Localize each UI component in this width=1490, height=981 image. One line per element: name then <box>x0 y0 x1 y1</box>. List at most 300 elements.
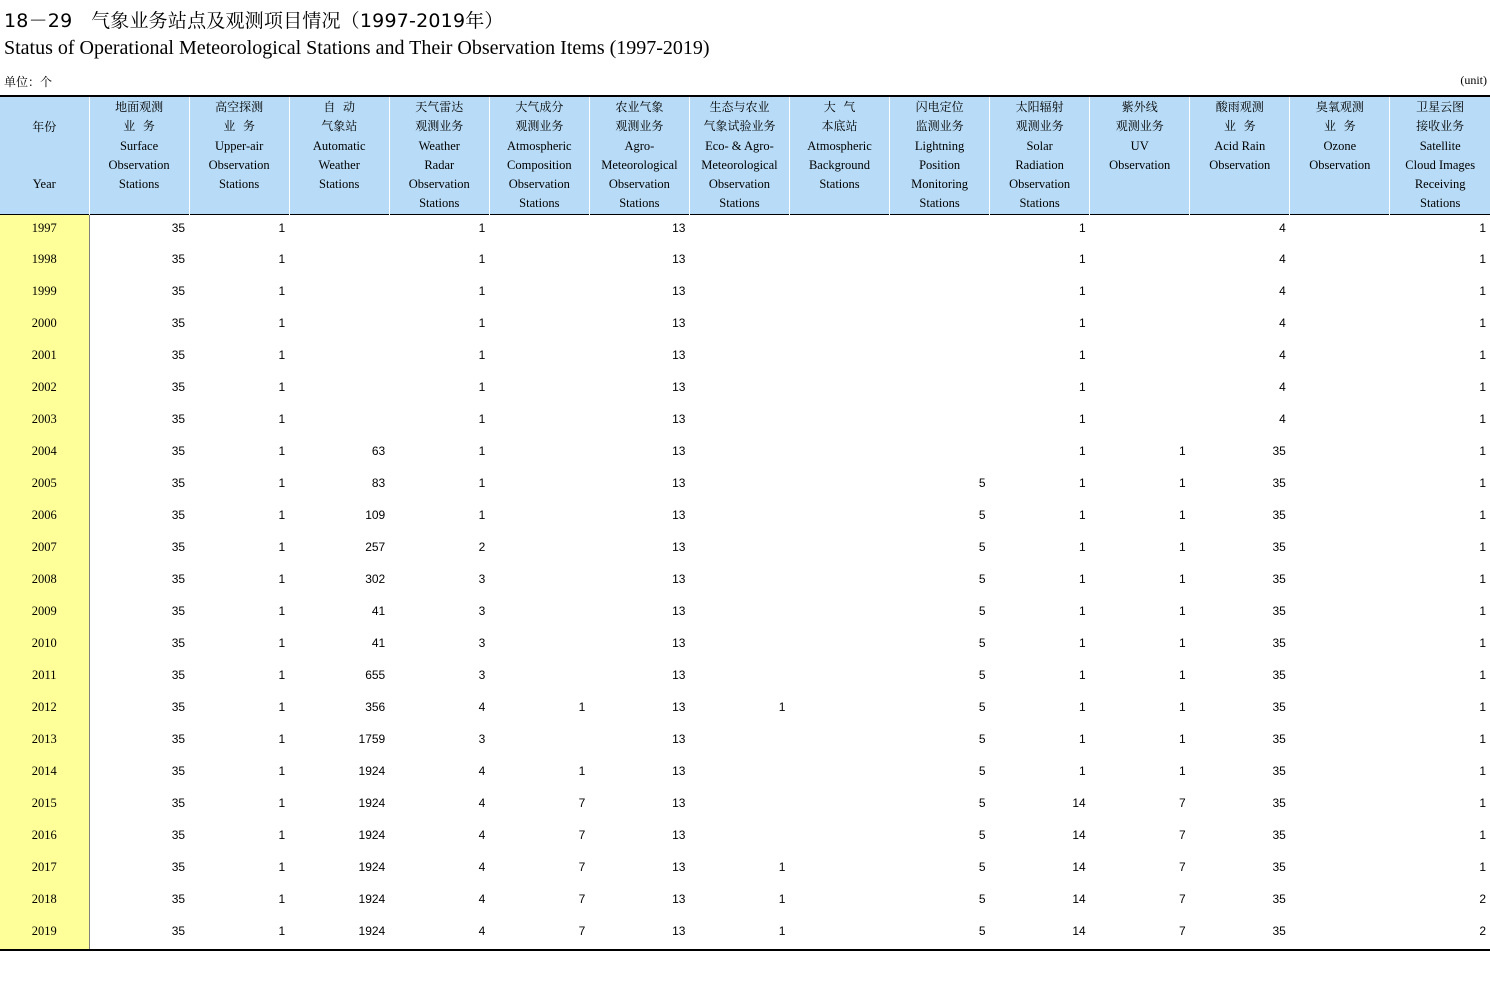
value-cell: 13 <box>672 380 686 395</box>
year-cell: 2008 <box>0 566 89 598</box>
year-cell: 2010 <box>0 630 89 662</box>
year-cell: 2000 <box>0 310 89 342</box>
header-column <box>1190 96 1290 214</box>
value-cell <box>489 630 589 662</box>
value-cell: 41 <box>371 636 386 651</box>
year-cell: 2005 <box>0 470 89 502</box>
value-cell: 1 <box>278 380 286 395</box>
header-column <box>1290 96 1390 214</box>
value-cell: 35 <box>1272 860 1286 875</box>
table-row <box>0 694 1490 726</box>
header-column-cn: 生态与农业 气象试验业务 <box>703 100 776 134</box>
value-cell: 1 <box>1479 252 1486 267</box>
value-cell: 1 <box>278 924 286 939</box>
value-cell: 1 <box>778 860 786 875</box>
value-cell: 1 <box>1479 668 1486 683</box>
year-cell: 2002 <box>0 374 89 406</box>
value-cell: 4 <box>478 796 486 811</box>
value-cell: 5 <box>978 700 986 715</box>
value-cell: 35 <box>171 540 186 555</box>
table-row <box>0 534 1490 566</box>
value-cell: 1 <box>1479 284 1486 299</box>
value-cell: 14 <box>1072 924 1086 939</box>
value-cell: 35 <box>171 380 186 395</box>
value-cell <box>689 726 789 758</box>
value-cell <box>1290 566 1390 598</box>
year-cell: 2016 <box>0 822 89 854</box>
unit-label-en: (unit) <box>1460 73 1487 87</box>
value-cell <box>789 630 889 662</box>
value-cell: 1 <box>1078 412 1086 427</box>
table-row <box>0 598 1490 630</box>
value-cell: 1 <box>1078 444 1086 459</box>
value-cell <box>289 310 389 342</box>
value-cell: 4 <box>478 764 486 779</box>
table-row <box>0 374 1490 406</box>
value-cell <box>1290 758 1390 790</box>
value-cell: 7 <box>1179 828 1186 843</box>
value-cell: 1 <box>1179 700 1186 715</box>
table-header-row <box>0 96 1490 214</box>
value-cell: 1 <box>1179 476 1186 491</box>
value-cell <box>890 278 990 310</box>
value-cell: 1 <box>1479 380 1486 395</box>
value-cell: 3 <box>478 732 486 747</box>
value-cell: 1 <box>278 572 286 587</box>
value-cell <box>1090 406 1190 438</box>
value-cell <box>1290 822 1390 854</box>
value-cell <box>789 758 889 790</box>
value-cell: 1 <box>1078 380 1086 395</box>
value-cell: 5 <box>978 636 986 651</box>
value-cell: 41 <box>371 604 386 619</box>
value-cell: 35 <box>171 924 186 939</box>
value-cell: 1 <box>1479 860 1486 875</box>
table-row <box>0 790 1490 822</box>
value-cell <box>689 566 789 598</box>
value-cell: 1 <box>1078 572 1086 587</box>
value-cell: 14 <box>1072 892 1086 907</box>
value-cell: 4 <box>478 924 486 939</box>
value-cell: 5 <box>978 572 986 587</box>
table-row <box>0 566 1490 598</box>
table-row <box>0 758 1490 790</box>
value-cell: 1924 <box>358 860 386 875</box>
value-cell: 35 <box>1272 796 1286 811</box>
value-cell <box>789 438 889 470</box>
value-cell: 1 <box>1479 828 1486 843</box>
value-cell: 1 <box>478 284 486 299</box>
value-cell: 13 <box>672 540 686 555</box>
year-cell: 2015 <box>0 790 89 822</box>
value-cell <box>789 694 889 726</box>
value-cell: 1 <box>278 796 286 811</box>
value-cell <box>689 406 789 438</box>
value-cell: 2 <box>1479 892 1486 907</box>
header-column-en: Eco- & Agro- Meteorological Observation Stations <box>701 138 778 211</box>
year-cell: 2006 <box>0 502 89 534</box>
value-cell: 4 <box>478 892 486 907</box>
table-row <box>0 278 1490 310</box>
value-cell: 1 <box>1078 348 1086 363</box>
value-cell: 35 <box>171 668 186 683</box>
value-cell <box>1290 662 1390 694</box>
header-column-cn: 农业气象 观测业务 <box>615 100 664 134</box>
value-cell: 1 <box>1179 764 1186 779</box>
value-cell: 5 <box>978 924 986 939</box>
value-cell: 13 <box>672 892 686 907</box>
header-column <box>890 96 990 214</box>
value-cell: 5 <box>978 668 986 683</box>
header-column-en: Satellite Cloud Images Receiving Stations <box>1405 138 1476 211</box>
value-cell: 13 <box>672 828 686 843</box>
value-cell: 4 <box>1279 316 1286 331</box>
header-column-en: Upper-air Observation Stations <box>208 138 270 192</box>
value-cell: 1924 <box>358 764 386 779</box>
header-column-cn: 闪电定位 监测业务 <box>915 100 964 134</box>
value-cell <box>289 374 389 406</box>
value-cell <box>689 374 789 406</box>
value-cell: 13 <box>672 636 686 651</box>
value-cell: 1 <box>478 348 486 363</box>
value-cell: 35 <box>1272 636 1286 651</box>
value-cell: 1 <box>1179 604 1186 619</box>
value-cell: 14 <box>1072 828 1086 843</box>
value-cell <box>289 214 389 246</box>
year-cell: 2018 <box>0 886 89 918</box>
value-cell: 1 <box>1078 764 1086 779</box>
value-cell: 1 <box>1479 700 1486 715</box>
value-cell <box>1290 438 1390 470</box>
value-cell: 1 <box>478 476 486 491</box>
table-body <box>0 214 1490 950</box>
year-cell: 2012 <box>0 694 89 726</box>
value-cell: 4 <box>1279 380 1286 395</box>
value-cell: 35 <box>171 412 186 427</box>
value-cell <box>1090 342 1190 374</box>
year-cell: 2014 <box>0 758 89 790</box>
value-cell <box>1290 342 1390 374</box>
value-cell <box>1090 246 1190 278</box>
header-column-cn: 紫外线 观测业务 <box>1115 100 1164 134</box>
value-cell <box>789 534 889 566</box>
value-cell <box>689 246 789 278</box>
value-cell <box>789 246 889 278</box>
value-cell <box>289 246 389 278</box>
value-cell <box>890 438 990 470</box>
value-cell <box>689 502 789 534</box>
value-cell: 1 <box>1479 572 1486 587</box>
value-cell <box>1290 790 1390 822</box>
value-cell <box>789 726 889 758</box>
value-cell <box>1290 886 1390 918</box>
value-cell: 13 <box>672 252 686 267</box>
value-cell: 5 <box>978 764 986 779</box>
header-column-cn: 高空探测 业 务 <box>215 100 264 134</box>
header-column <box>1390 96 1490 214</box>
header-column-en: Surface Observation Stations <box>108 138 170 192</box>
value-cell <box>489 502 589 534</box>
value-cell <box>489 470 589 502</box>
value-cell: 35 <box>171 284 186 299</box>
year-cell: 2001 <box>0 342 89 374</box>
table-row <box>0 502 1490 534</box>
value-cell <box>1090 310 1190 342</box>
value-cell: 35 <box>1272 540 1286 555</box>
value-cell: 35 <box>1272 700 1286 715</box>
value-cell: 1 <box>1479 604 1486 619</box>
value-cell: 63 <box>371 444 386 459</box>
value-cell: 1759 <box>358 732 386 747</box>
value-cell: 1 <box>1479 540 1486 555</box>
value-cell: 1 <box>278 476 286 491</box>
table-row <box>0 822 1490 854</box>
value-cell: 13 <box>672 476 686 491</box>
value-cell: 1 <box>1479 220 1486 235</box>
value-cell <box>789 374 889 406</box>
header-column <box>289 96 389 214</box>
value-cell: 3 <box>478 636 486 651</box>
header-column <box>1090 96 1190 214</box>
value-cell: 1924 <box>358 892 386 907</box>
value-cell: 1 <box>1179 732 1186 747</box>
value-cell: 13 <box>672 444 686 459</box>
value-cell: 1 <box>1179 636 1186 651</box>
value-cell: 1 <box>278 732 286 747</box>
header-column-cn: 大 气 本底站 <box>821 100 858 134</box>
value-cell: 1 <box>1078 540 1086 555</box>
value-cell: 1 <box>1479 412 1486 427</box>
value-cell <box>489 566 589 598</box>
value-cell: 1 <box>1078 476 1086 491</box>
value-cell: 1 <box>278 540 286 555</box>
header-column-en: Acid Rain Observation <box>1209 138 1271 172</box>
value-cell <box>489 726 589 758</box>
value-cell <box>689 630 789 662</box>
value-cell: 35 <box>1272 892 1286 907</box>
table-row <box>0 438 1490 470</box>
value-cell: 35 <box>1272 732 1286 747</box>
value-cell: 35 <box>171 476 186 491</box>
value-cell <box>489 662 589 694</box>
value-cell: 1 <box>278 636 286 651</box>
header-column-cn: 酸雨观测 业 务 <box>1215 100 1264 134</box>
value-cell: 1 <box>278 444 286 459</box>
unit-label-cn: 单位：个 <box>4 75 53 89</box>
value-cell: 1924 <box>358 924 386 939</box>
table-row <box>0 726 1490 758</box>
value-cell <box>890 342 990 374</box>
value-cell: 1 <box>1078 604 1086 619</box>
value-cell <box>1090 214 1190 246</box>
value-cell: 1 <box>1179 444 1186 459</box>
year-cell: 2013 <box>0 726 89 758</box>
value-cell <box>689 822 789 854</box>
header-column-cn: 卫星云图 接收业务 <box>1416 100 1465 134</box>
value-cell: 1 <box>278 700 286 715</box>
value-cell: 1 <box>278 412 286 427</box>
value-cell: 1 <box>1479 316 1486 331</box>
table-row <box>0 342 1490 374</box>
value-cell: 35 <box>171 252 186 267</box>
value-cell <box>489 278 589 310</box>
value-cell: 35 <box>171 316 186 331</box>
value-cell: 2 <box>1479 924 1486 939</box>
header-column-en: Atmospheric Background Stations <box>807 138 872 192</box>
value-cell: 1 <box>1479 764 1486 779</box>
header-column <box>990 96 1090 214</box>
value-cell <box>789 278 889 310</box>
value-cell: 13 <box>672 508 686 523</box>
value-cell: 1 <box>278 668 286 683</box>
value-cell <box>489 374 589 406</box>
value-cell <box>689 758 789 790</box>
value-cell: 1 <box>478 220 486 235</box>
value-cell <box>789 598 889 630</box>
header-column <box>489 96 589 214</box>
value-cell <box>1290 918 1390 950</box>
value-cell <box>489 342 589 374</box>
value-cell <box>689 438 789 470</box>
table-row <box>0 918 1490 950</box>
value-cell: 35 <box>171 732 186 747</box>
value-cell: 1 <box>1078 636 1086 651</box>
value-cell <box>689 278 789 310</box>
value-cell: 13 <box>672 700 686 715</box>
value-cell <box>789 214 889 246</box>
value-cell: 1 <box>278 284 286 299</box>
header-column <box>789 96 889 214</box>
value-cell: 4 <box>478 860 486 875</box>
value-cell: 35 <box>1272 668 1286 683</box>
value-cell: 2 <box>478 540 486 555</box>
value-cell: 3 <box>478 668 486 683</box>
value-cell: 1 <box>278 508 286 523</box>
value-cell <box>1290 534 1390 566</box>
table-row <box>0 310 1490 342</box>
table-row <box>0 630 1490 662</box>
value-cell <box>689 598 789 630</box>
value-cell <box>689 534 789 566</box>
value-cell: 14 <box>1072 860 1086 875</box>
value-cell: 5 <box>978 604 986 619</box>
header-column-cn: 太阳辐射 观测业务 <box>1015 100 1064 134</box>
value-cell <box>1090 374 1190 406</box>
value-cell <box>489 406 589 438</box>
value-cell: 1 <box>1078 508 1086 523</box>
value-cell: 35 <box>1272 508 1286 523</box>
header-column <box>389 96 489 214</box>
value-cell <box>1290 726 1390 758</box>
value-cell: 5 <box>978 892 986 907</box>
value-cell: 5 <box>978 796 986 811</box>
table-row <box>0 886 1490 918</box>
value-cell: 1 <box>1479 796 1486 811</box>
page-title-en: Status of Operational Meteorological Stations and Their Observation Items (1997-2019) <box>4 37 710 59</box>
header-column-en: Ozone Observation <box>1309 138 1371 172</box>
value-cell <box>489 214 589 246</box>
value-cell: 35 <box>171 796 186 811</box>
header-column <box>189 96 289 214</box>
value-cell: 35 <box>171 508 186 523</box>
header-column-en: Atmospheric Composition Observation Stations <box>507 138 572 211</box>
value-cell: 13 <box>672 412 686 427</box>
value-cell <box>489 438 589 470</box>
value-cell: 35 <box>171 700 186 715</box>
value-cell: 1 <box>1179 572 1186 587</box>
value-cell: 1 <box>278 220 286 235</box>
value-cell: 13 <box>672 796 686 811</box>
value-cell: 35 <box>1272 924 1286 939</box>
value-cell: 1 <box>278 828 286 843</box>
value-cell: 5 <box>978 860 986 875</box>
value-cell: 83 <box>371 476 386 491</box>
header-column-en: Automatic Weather Stations <box>312 138 366 192</box>
value-cell: 35 <box>171 764 186 779</box>
value-cell: 35 <box>171 828 186 843</box>
value-cell: 7 <box>578 828 586 843</box>
table-row <box>0 662 1490 694</box>
value-cell <box>1290 246 1390 278</box>
value-cell: 1 <box>278 892 286 907</box>
value-cell: 1 <box>478 252 486 267</box>
value-cell: 1 <box>778 924 786 939</box>
value-cell <box>1290 310 1390 342</box>
value-cell <box>890 406 990 438</box>
value-cell: 302 <box>365 572 386 587</box>
value-cell <box>1290 470 1390 502</box>
header-column-cn: 天气雷达 观测业务 <box>415 100 464 134</box>
value-cell <box>289 342 389 374</box>
value-cell: 5 <box>978 476 986 491</box>
header-column-en: UV Observation <box>1109 138 1171 172</box>
value-cell: 1 <box>1479 444 1486 459</box>
table-row <box>0 406 1490 438</box>
value-cell <box>789 406 889 438</box>
value-cell <box>1290 598 1390 630</box>
value-cell: 35 <box>1272 572 1286 587</box>
header-column-cn: 大气成分 观测业务 <box>515 100 564 134</box>
value-cell: 1924 <box>358 828 386 843</box>
header-column-en: Lightning Position Monitoring Stations <box>911 138 969 211</box>
value-cell: 35 <box>171 572 186 587</box>
value-cell <box>1290 694 1390 726</box>
value-cell: 1 <box>478 412 486 427</box>
value-cell: 35 <box>1272 828 1286 843</box>
value-cell <box>1090 278 1190 310</box>
value-cell <box>689 214 789 246</box>
value-cell: 1 <box>1078 252 1086 267</box>
value-cell: 35 <box>1272 604 1286 619</box>
value-cell: 1 <box>278 316 286 331</box>
value-cell: 35 <box>171 220 186 235</box>
value-cell <box>489 534 589 566</box>
value-cell: 1 <box>478 380 486 395</box>
header-column-cn: 自 动 气象站 <box>321 100 358 134</box>
value-cell: 7 <box>1179 860 1186 875</box>
value-cell: 35 <box>171 892 186 907</box>
value-cell <box>789 662 889 694</box>
value-cell: 3 <box>478 572 486 587</box>
value-cell: 7 <box>578 924 586 939</box>
value-cell: 4 <box>478 828 486 843</box>
value-cell <box>890 214 990 246</box>
value-cell <box>1290 406 1390 438</box>
value-cell: 35 <box>171 604 186 619</box>
value-cell: 13 <box>672 668 686 683</box>
year-cell: 2011 <box>0 662 89 694</box>
value-cell: 7 <box>1179 924 1186 939</box>
